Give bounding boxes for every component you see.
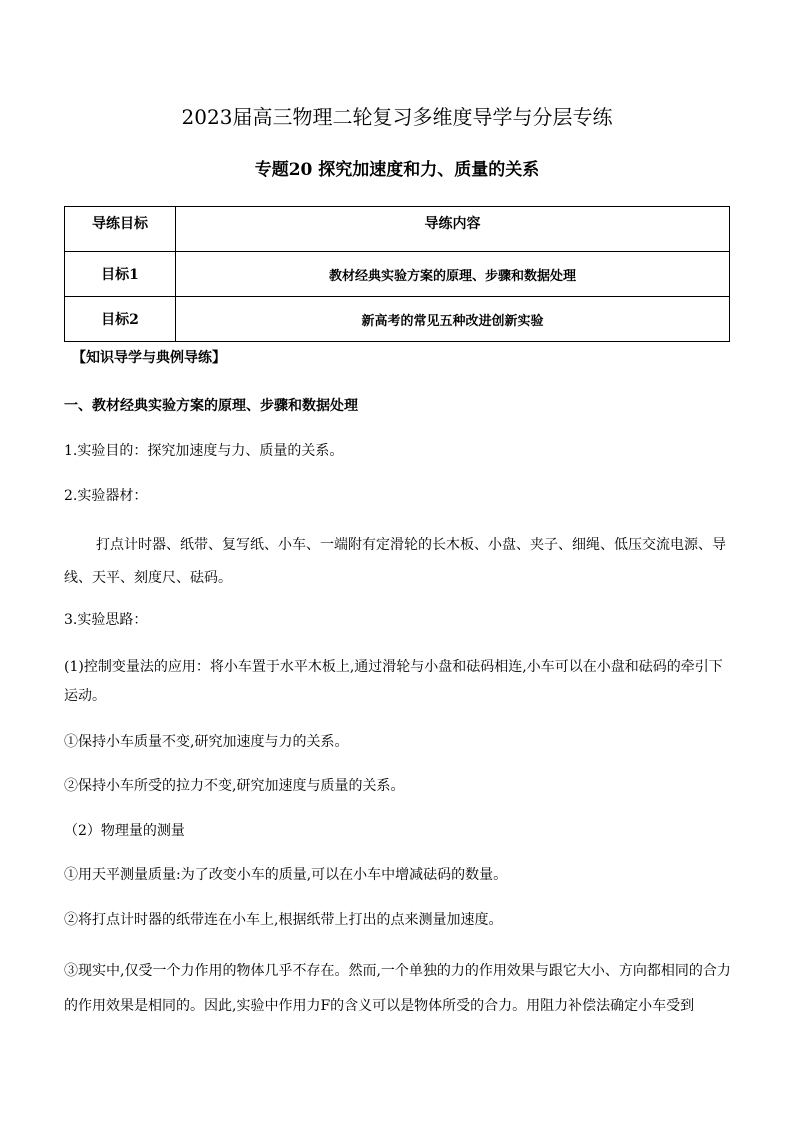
paragraph-control-1: ①保持小车质量不变,研究加速度与力的关系。: [64, 734, 349, 750]
paragraph-measure-1: ①用天平测量质量:为了改变小车的质量,可以在小车中增减砝码的数量。: [64, 867, 508, 883]
paragraph-control: (1)控制变量法的应用：将小车置于水平木板上,通过滑轮与小盘和砝码相连,小车可以在小盘和砝码的牵引下运动。: [64, 659, 723, 704]
document-subtitle: 专题20 探究加速度和力、质量的关系: [254, 160, 540, 180]
paragraph-control-2: ②保持小车所受的拉力不变,研究加速度与质量的关系。: [64, 778, 405, 794]
paragraph-equipment: 打点计时器、纸带、复写纸、小车、一端附有定滑轮的长木板、小盘、夹子、细绳、低压交流电源、导线、天平、刻度尺、砝码。: [64, 537, 726, 586]
table-cell: 新高考的常见五种改进创新实验: [176, 297, 730, 342]
document-title: 2023届高三物理二轮复习多维度导学与分层专练: [181, 105, 613, 129]
table-cell: 教材经典实验方案的原理、步骤和数据处理: [176, 252, 730, 297]
paragraph-measure-3: ③现实中,仅受一个力作用的物体几乎不存在。然而,一个单独的力的作用效果与跟它大小、方向都相同的合力的作用效果是相同的。因此,实验中作用力F的含义可以是物体所受的合力。用阻力补偿法确定小车受到: [64, 963, 731, 1014]
table-header-row: [65, 207, 730, 252]
paragraph-goal: 1.实验目的：探究加速度与力、质量的关系。: [64, 443, 344, 459]
paragraph-measure-2: ②将打点计时器的纸带连在小车上,根据纸带上打出的点来测量加速度。: [64, 912, 503, 928]
table-row: [65, 252, 730, 297]
table-cell: 目标1: [65, 252, 176, 297]
section-heading: 【知识导学与典例导练】: [72, 350, 226, 366]
table-row: [65, 297, 730, 342]
paragraph-idea-heading: 3.实验思路：: [64, 612, 148, 628]
paragraph-measure-heading: （2）物理量的测量: [64, 823, 185, 839]
part1-heading: 一、教材经典实验方案的原理、步骤和数据处理: [64, 398, 358, 414]
table-header-cell: 导练目标: [65, 207, 176, 252]
goals-table: [64, 206, 730, 342]
table-cell: 目标2: [65, 297, 176, 342]
paragraph-equipment-heading: 2.实验器材：: [64, 488, 148, 504]
table-header-cell: 导练内容: [176, 207, 730, 252]
